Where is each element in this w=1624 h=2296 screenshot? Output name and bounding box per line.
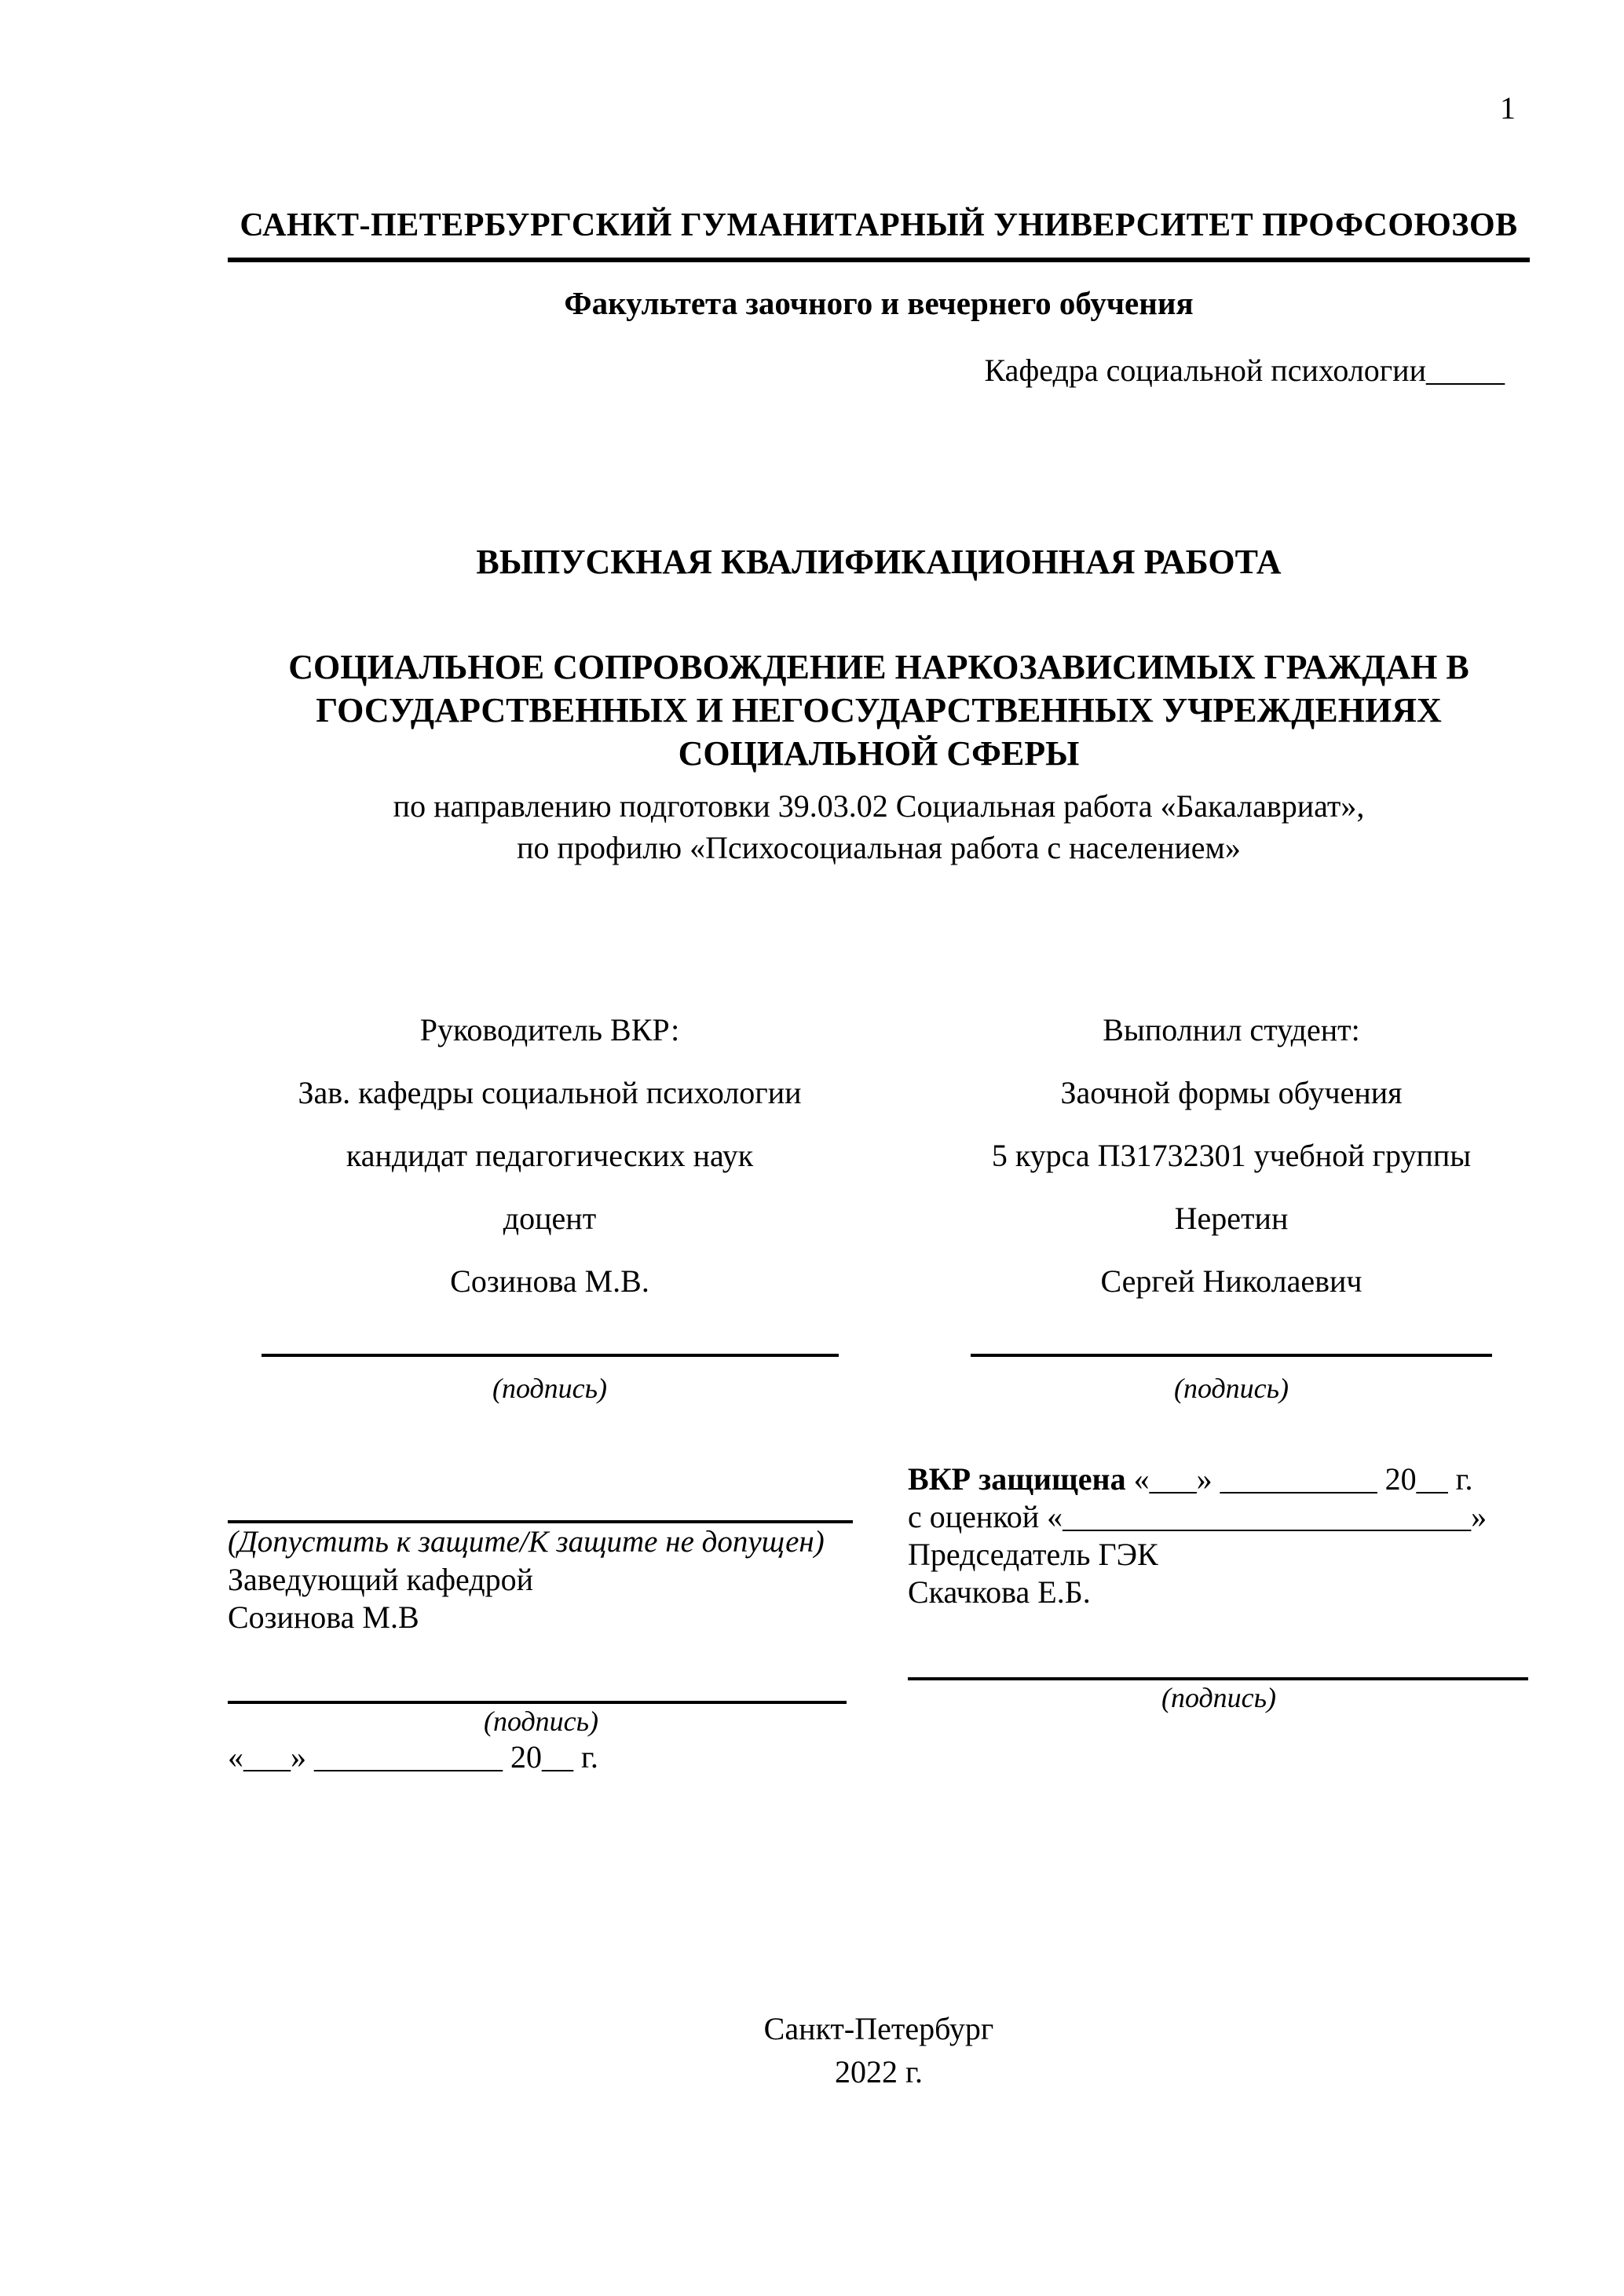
thesis-title-line-3: СОЦИАЛЬНОЙ СФЕРЫ	[678, 734, 1080, 773]
admission-caption: (Допустить к защите/К защите не допущен)	[228, 1525, 825, 1559]
footer-year: 2022 г.	[835, 2054, 923, 2089]
department-head-title: Заведующий кафедрой	[228, 1562, 534, 1597]
signature-columns	[251, 999, 1530, 1420]
defense-block	[908, 1461, 1530, 1776]
footer	[228, 2007, 1530, 2093]
defense-status-blanks: «___» __________ 20__ г.	[1125, 1461, 1473, 1497]
faculty-line: Факультета заочного и вечернего обучения	[564, 285, 1194, 321]
footer-city: Санкт-Петербург	[763, 2011, 994, 2046]
program-direction-line: по направлению подготовки 39.03.02 Социальная работа «Бакалавриат»,	[393, 788, 1365, 824]
gek-chair-title: Председатель ГЭК	[908, 1537, 1158, 1572]
department-head-name: Созинова М.В	[228, 1600, 419, 1635]
thesis-title-line-1: СОЦИАЛЬНОЕ СОПРОВОЖДЕНИЕ НАРКОЗАВИСИМЫХ ГРАЖДАН В	[288, 648, 1469, 686]
university-header: САНКТ-ПЕТЕРБУРГСКИЙ ГУМАНИТАРНЫЙ УНИВЕРСИТЕТ ПРОФСОЮЗОВ	[228, 206, 1530, 262]
defense-status-label: ВКР защищена	[908, 1461, 1126, 1497]
defense-signature-caption: (подпись)	[1161, 1682, 1277, 1713]
supervisor-position-line: Зав. кафедры социальной психологии	[298, 1075, 802, 1110]
defense-status-line	[908, 1461, 1530, 1498]
student-group-line: 5 курса П31732301 учебной группы	[991, 1138, 1472, 1173]
supervisor-heading: Руководитель ВКР:	[419, 1012, 680, 1047]
gek-chair-name: Скачкова Е.Б.	[908, 1574, 1091, 1610]
supervisor-signature-caption: (подпись)	[492, 1373, 608, 1404]
supervisor-block	[251, 999, 848, 1420]
bottom-blocks	[228, 1461, 1530, 1776]
admission-block	[228, 1461, 854, 1776]
thesis-title	[228, 645, 1530, 775]
defense-grade-line: с оценкой «__________________________»	[908, 1499, 1487, 1534]
thesis-title-line-2: ГОСУДАРСТВЕННЫХ И НЕГОСУДАРСТВЕННЫХ УЧРЕЖДЕНИЯХ	[316, 691, 1442, 729]
student-heading: Выполнил студент:	[1103, 1012, 1360, 1047]
supervisor-name: Созинова М.В.	[450, 1263, 649, 1299]
admission-date-line: «___» ____________ 20__ г.	[228, 1739, 598, 1775]
student-signature-caption: (подпись)	[1173, 1373, 1289, 1404]
page-number: 1	[1500, 90, 1516, 126]
supervisor-degree-line: кандидат педагогических наук	[346, 1138, 754, 1173]
student-name-patronymic: Сергей Николаевич	[1100, 1263, 1362, 1299]
admission-signature-caption: (подпись)	[483, 1706, 599, 1737]
program-profile-line: по профилю «Психосоциальная работа с населением»	[517, 830, 1241, 865]
student-surname: Неретин	[1174, 1201, 1289, 1236]
program-info	[228, 785, 1530, 868]
student-form-line: Заочной формы обучения	[1060, 1075, 1403, 1110]
student-block	[933, 999, 1530, 1420]
department-line: Кафедра социальной психологии_____	[984, 353, 1505, 388]
supervisor-rank-line: доцент	[503, 1201, 597, 1236]
work-type-heading: ВЫПУСКНАЯ КВАЛИФИКАЦИОННАЯ РАБОТА	[476, 543, 1282, 581]
